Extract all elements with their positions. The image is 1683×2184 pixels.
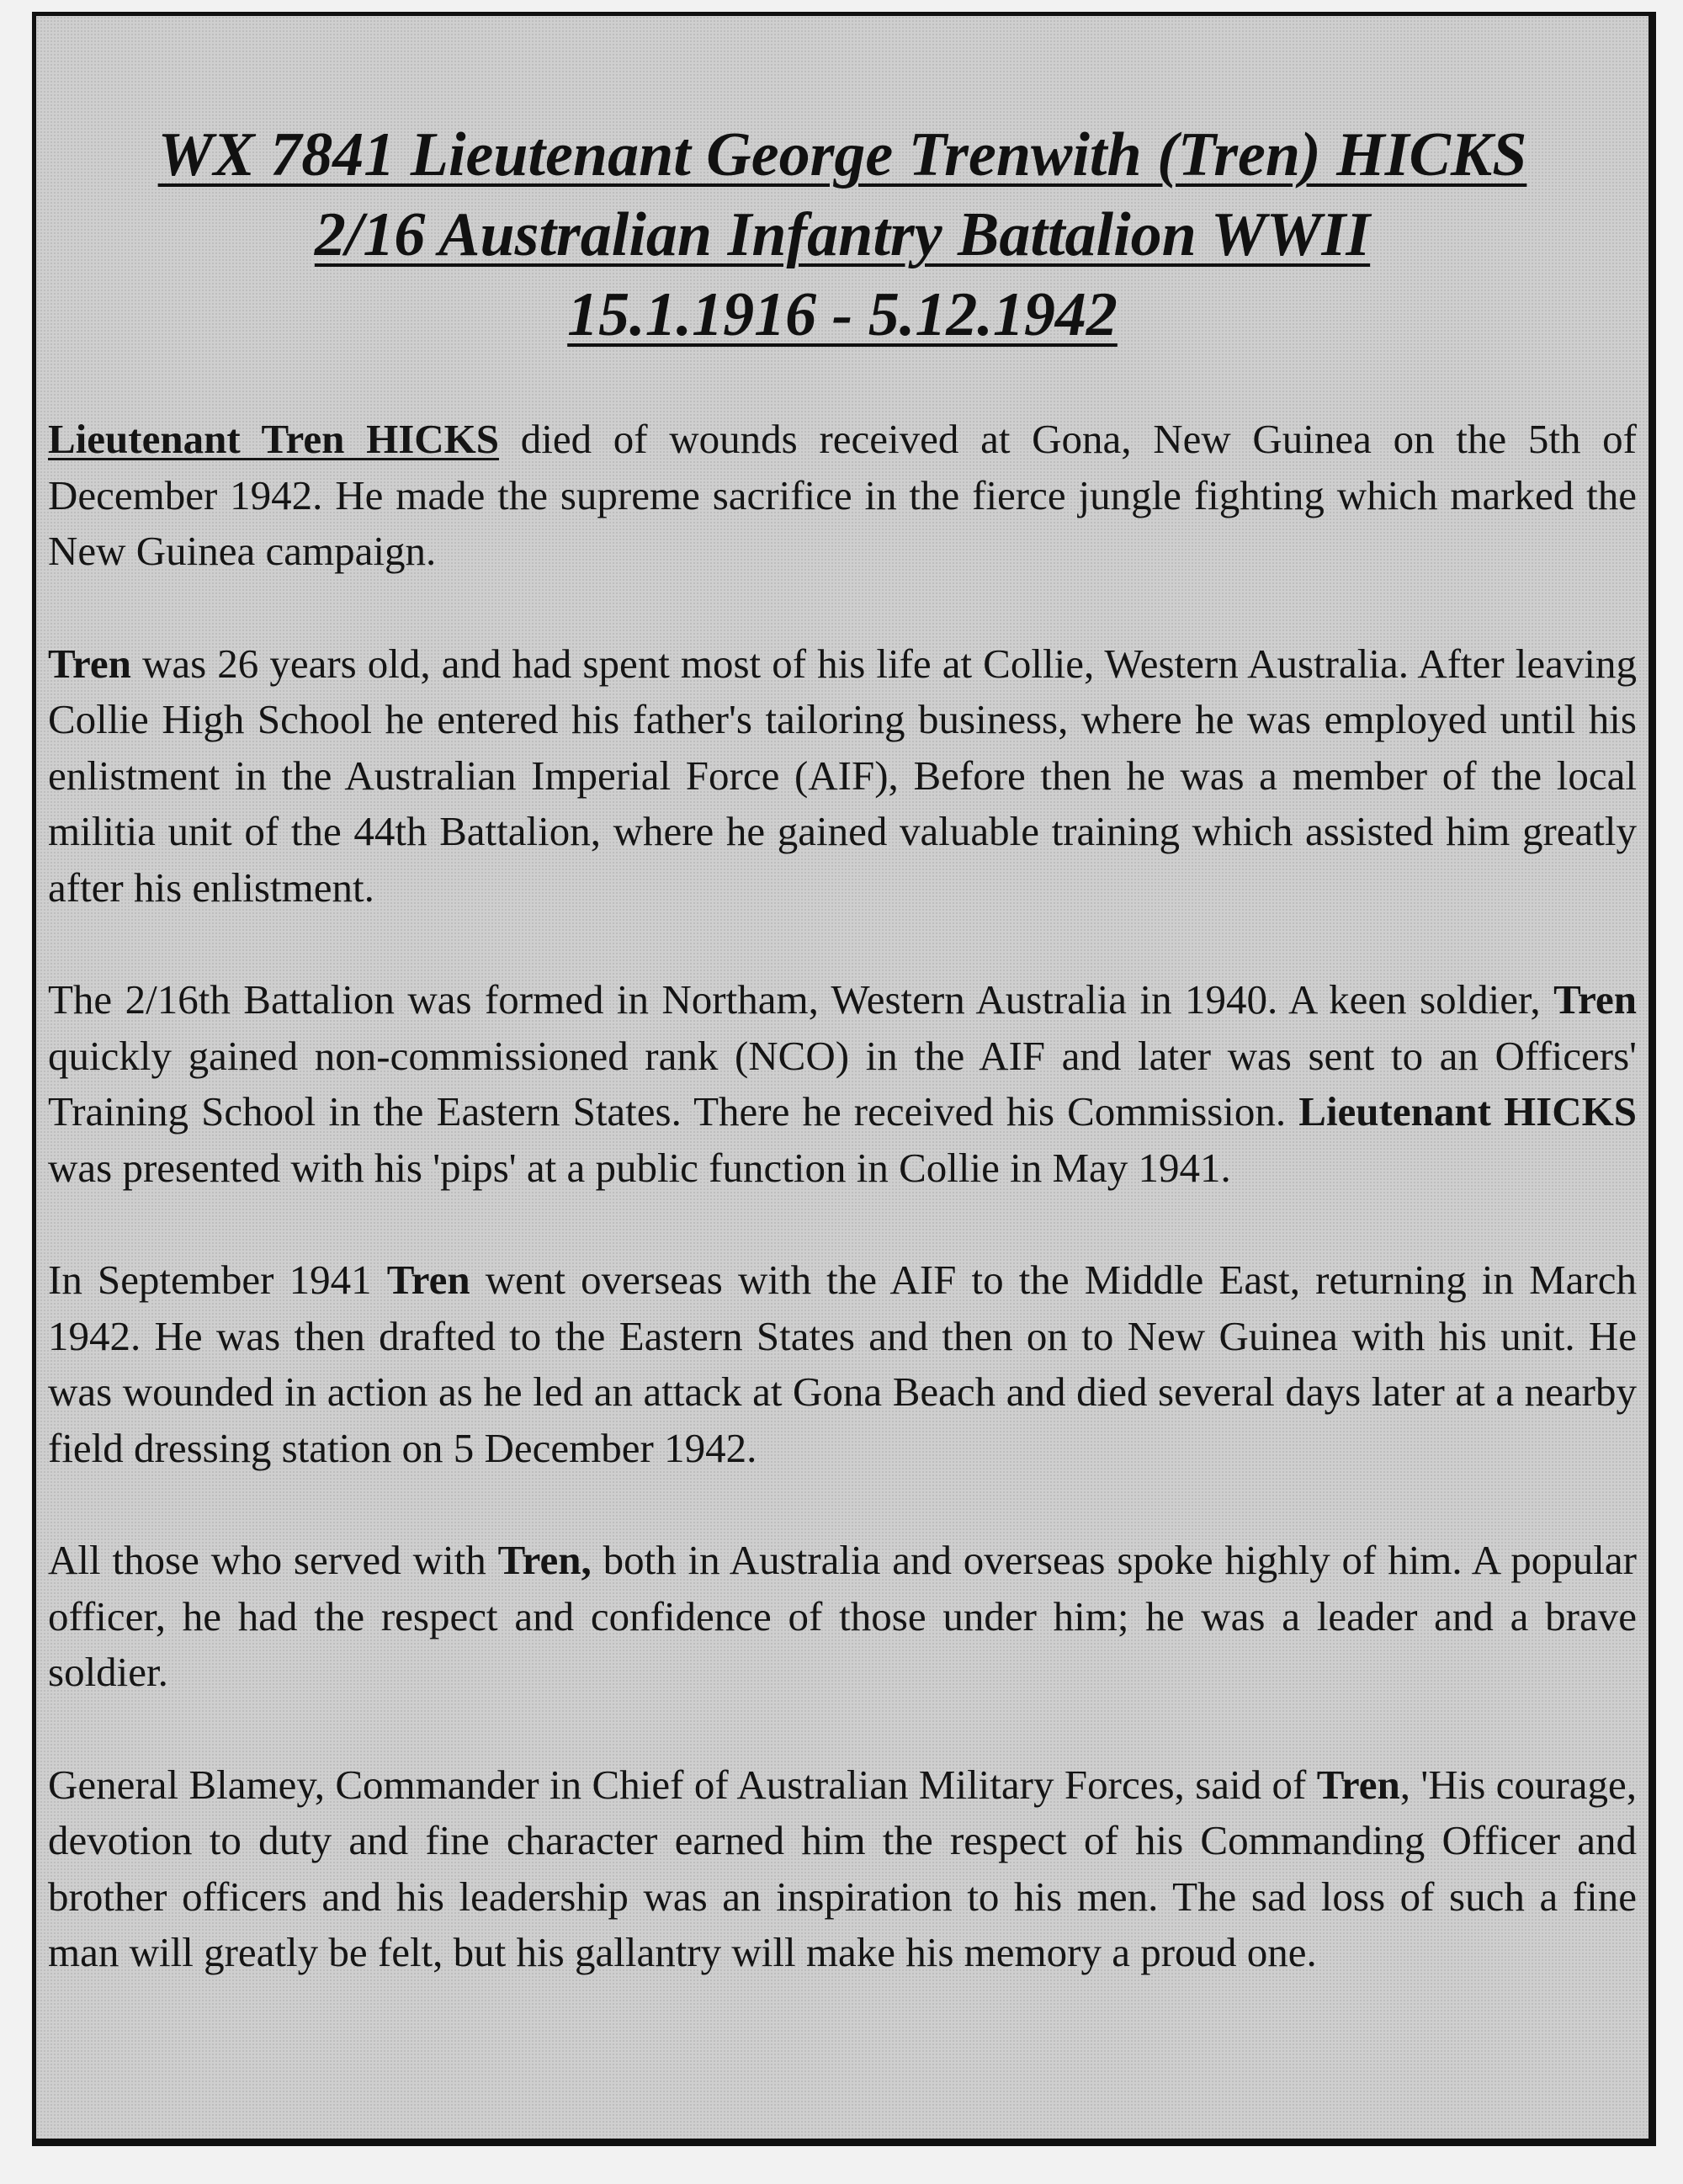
paragraph-5 [48,1533,1637,1701]
bold-name: Tren, [497,1537,592,1583]
paragraph-text: quickly gained non-commissioned rank (NCO) in the AIF and later was sent to an Officers' Training School in the Eastern States. There he received his Commission. [48,1032,1637,1135]
paragraph-4 [48,1252,1637,1476]
bold-name: Tren [1553,976,1637,1023]
document-title [36,115,1648,355]
paragraph-text: The 2/16th Battalion was formed in Northam, Western Australia in 1940. A keen soldier, [48,976,1554,1023]
paragraph-text: All those who served with [48,1537,498,1583]
paragraph-1 [48,412,1637,580]
bordered-panel [32,12,1656,2146]
paragraph-text: was 26 years old, and had spent most of his life at Collie, Western Australia. After leaving Collie High School he entered his father's tailoring business, where he was employed until his enlistment in the Australian Imperial Force (AIF), Before then he was a member of the local militia unit of the 44th Battalion, where he gained valuable training which assisted him greatly after his enlistment. [48,640,1637,911]
bold-name: Lieutenant Tren HICKS [48,416,500,462]
paragraph-text: In September 1941 [48,1257,387,1303]
paragraph-text: was presented with his 'pips' at a public function in Collie in May 1941. [48,1144,1231,1191]
bold-name: Tren [386,1257,470,1303]
title-line-dates: 15.1.1916 - 5.12.1942 [567,280,1118,349]
bold-name: Tren [1316,1761,1400,1808]
paragraph-text: both in Australia and overseas spoke highly of him. A popular officer, he had the respect and confidence of those under him; he was a leader and a brave soldier. [48,1537,1637,1695]
title-line-battalion: 2/16 Australian Infantry Battalion WWII [314,200,1371,269]
paragraph-text: , 'His courage, devotion to duty and fine character earned him the respect of his Commanding Officer and brother officers and his leadership was an inspiration to his men. The sad loss of such a fine man will greatly be felt, but his gallantry will make his memory a proud one. [48,1761,1637,1975]
title-line-name: WX 7841 Lieutenant George Trenwith (Tren) HICKS [157,120,1527,189]
paragraph-text: went overseas with the AIF to the Middle East, returning in March 1942. He was then drafted to the Eastern States and then on to New Guinea with his unit. He was wounded in action as he led an attack at Gona Beach and died several days later at a nearby field dressing station on 5 December 1942. [48,1257,1637,1471]
paragraph-3 [48,972,1637,1196]
bold-name: Tren [48,640,131,687]
bold-name: Lieutenant HICKS [1298,1088,1637,1135]
paragraph-6 [48,1757,1637,1981]
paragraph-2 [48,636,1637,917]
document-body [48,412,1637,1981]
paragraph-text: General Blamey, Commander in Chief of Australian Military Forces, said of [48,1761,1317,1808]
paragraph-text: died of wounds received at Gona, New Guinea on the 5th of December 1942. He made the supreme sacrifice in the fierce jungle fighting which marked the New Guinea campaign. [48,416,1637,574]
